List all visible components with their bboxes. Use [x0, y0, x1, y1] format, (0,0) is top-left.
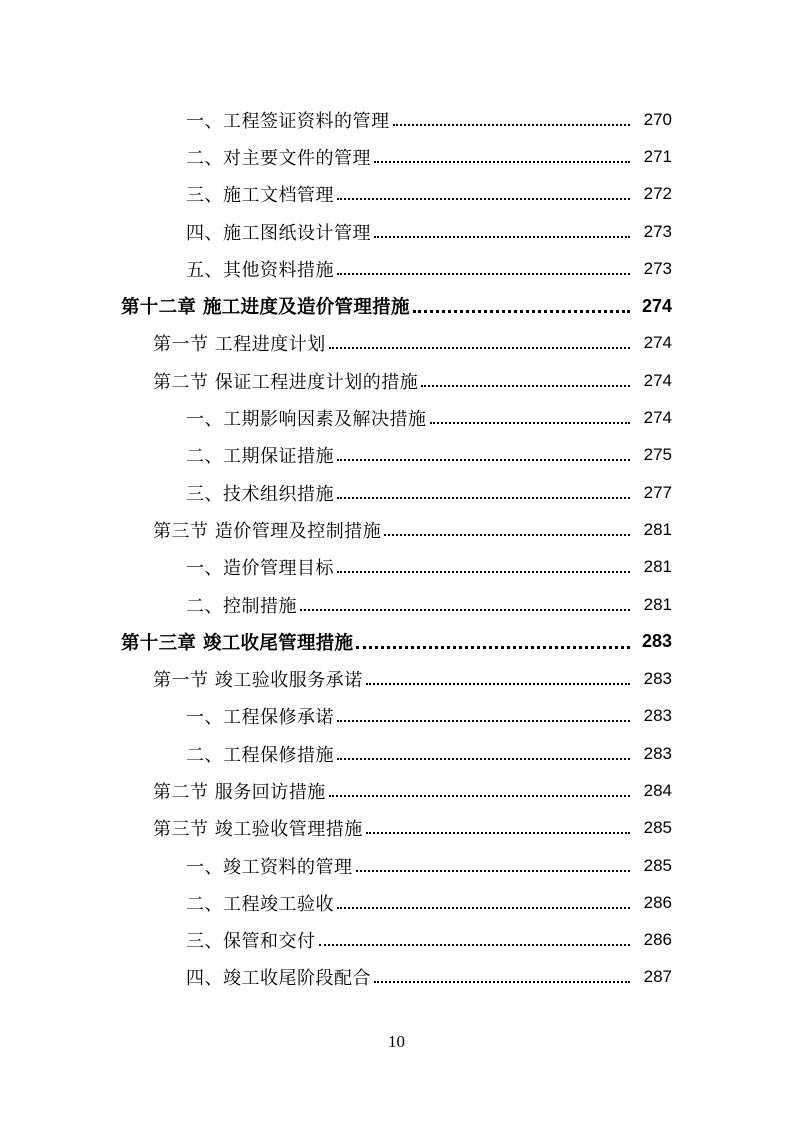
toc-entry-page: 275 [643, 445, 672, 465]
toc-entry-label: 第一节 工程进度计划 [153, 330, 328, 356]
toc-subsection-entry[interactable] [0, 959, 793, 996]
toc-dot-leader [374, 968, 630, 986]
page-number: 10 [388, 1032, 405, 1051]
toc-entry-page: 283 [643, 669, 672, 689]
toc-entry-label: 一、竣工资料的管理 [186, 853, 355, 879]
toc-entry-page: 270 [643, 109, 672, 129]
toc-entry-label: 二、对主要文件的管理 [186, 144, 373, 170]
toc-entry-label: 二、控制措施 [186, 592, 299, 618]
toc-section-entry[interactable] [0, 772, 793, 809]
toc-entry-page: 273 [643, 221, 672, 241]
toc-subsection-entry[interactable] [0, 138, 793, 175]
toc-subsection-entry[interactable] [0, 101, 793, 138]
toc-section-entry[interactable] [0, 810, 793, 847]
toc-entry-page: 283 [643, 706, 672, 726]
toc-section-entry[interactable] [0, 325, 793, 362]
toc-entry-page: 274 [643, 408, 672, 428]
toc-dot-leader [329, 334, 630, 352]
toc-entry-label: 第三节 造价管理及控制措施 [153, 517, 383, 543]
toc-entry-label: 一、工程签证资料的管理 [186, 107, 392, 133]
toc-entry-page: 287 [643, 967, 672, 987]
toc-entry-label: 第十二章 施工进度及造价管理措施 [121, 293, 412, 319]
toc-dot-leader [329, 782, 630, 800]
toc-dot-leader [337, 894, 630, 912]
toc-entry-label: 二、工期保证措施 [186, 442, 336, 468]
toc-dot-leader [337, 745, 630, 763]
toc-entry-page: 283 [643, 743, 672, 763]
toc-entry-page: 271 [643, 146, 672, 166]
toc-entry-label: 第一节 竣工验收服务承诺 [153, 666, 365, 692]
toc-subsection-entry[interactable] [0, 213, 793, 250]
toc-dot-leader [356, 857, 631, 875]
toc-entry-label: 四、施工图纸设计管理 [186, 219, 373, 245]
toc-entry-page: 273 [643, 258, 672, 278]
toc-entry-label: 三、施工文档管理 [186, 181, 336, 207]
toc-entry-label: 二、工程竣工验收 [186, 890, 336, 916]
toc-subsection-entry[interactable] [0, 586, 793, 623]
toc-dot-leader [413, 297, 630, 315]
toc-entry-label: 三、保管和交付 [186, 927, 318, 953]
toc-chapter-entry[interactable] [0, 287, 793, 324]
toc-entry-page: 281 [643, 557, 672, 577]
toc-dot-leader [374, 148, 630, 166]
toc-entry-page: 274 [643, 370, 672, 390]
toc-entry-page: 283 [641, 631, 672, 652]
toc-section-entry[interactable] [0, 511, 793, 548]
toc-entry-label: 第二节 服务回访措施 [153, 778, 328, 804]
toc-dot-leader [393, 111, 631, 129]
toc-section-entry[interactable] [0, 362, 793, 399]
toc-subsection-entry[interactable] [0, 735, 793, 772]
toc-entry-label: 第十三章 竣工收尾管理措施 [121, 629, 355, 655]
toc-dot-leader [337, 446, 630, 464]
toc-subsection-entry[interactable] [0, 549, 793, 586]
toc-entry-label: 一、造价管理目标 [186, 554, 336, 580]
table-of-contents [0, 101, 793, 996]
toc-entry-label: 一、工程保修承诺 [186, 703, 336, 729]
toc-dot-leader [384, 521, 630, 539]
toc-subsection-entry[interactable] [0, 176, 793, 213]
toc-subsection-entry[interactable] [0, 474, 793, 511]
toc-dot-leader [374, 223, 630, 241]
toc-entry-page: 286 [643, 892, 672, 912]
toc-section-entry[interactable] [0, 660, 793, 697]
toc-entry-page: 274 [641, 295, 672, 316]
toc-subsection-entry[interactable] [0, 698, 793, 735]
toc-entry-label: 第三节 竣工验收管理措施 [153, 815, 365, 841]
toc-entry-label: 五、其他资料措施 [186, 256, 336, 282]
toc-dot-leader [430, 409, 631, 427]
toc-subsection-entry[interactable] [0, 399, 793, 436]
toc-dot-leader [319, 931, 631, 949]
toc-dot-leader [421, 372, 630, 390]
toc-dot-leader [366, 819, 630, 837]
toc-chapter-entry[interactable] [0, 623, 793, 660]
toc-subsection-entry[interactable] [0, 884, 793, 921]
toc-entry-page: 284 [643, 780, 672, 800]
toc-entry-page: 285 [643, 818, 672, 838]
toc-dot-leader [337, 484, 630, 502]
toc-entry-page: 281 [643, 519, 672, 539]
toc-entry-label: 一、工期影响因素及解决措施 [186, 405, 429, 431]
toc-subsection-entry[interactable] [0, 847, 793, 884]
toc-dot-leader [366, 670, 630, 688]
toc-dot-leader [356, 633, 630, 651]
toc-entry-page: 277 [643, 482, 672, 502]
toc-entry-page: 272 [643, 184, 672, 204]
toc-subsection-entry[interactable] [0, 922, 793, 959]
toc-dot-leader [300, 596, 630, 614]
toc-subsection-entry[interactable] [0, 437, 793, 474]
toc-entry-page: 274 [643, 333, 672, 353]
toc-entry-label: 四、竣工收尾阶段配合 [186, 964, 373, 990]
toc-entry-page: 281 [643, 594, 672, 614]
toc-entry-page: 286 [643, 930, 672, 950]
toc-entry-page: 285 [643, 855, 672, 875]
toc-entry-label: 三、技术组织措施 [186, 480, 336, 506]
toc-entry-label: 二、工程保修措施 [186, 741, 336, 767]
toc-dot-leader [337, 707, 630, 725]
toc-subsection-entry[interactable] [0, 250, 793, 287]
toc-dot-leader [337, 260, 630, 278]
toc-dot-leader [337, 558, 630, 576]
toc-entry-label: 第二节 保证工程进度计划的措施 [153, 368, 420, 394]
toc-dot-leader [337, 185, 630, 203]
